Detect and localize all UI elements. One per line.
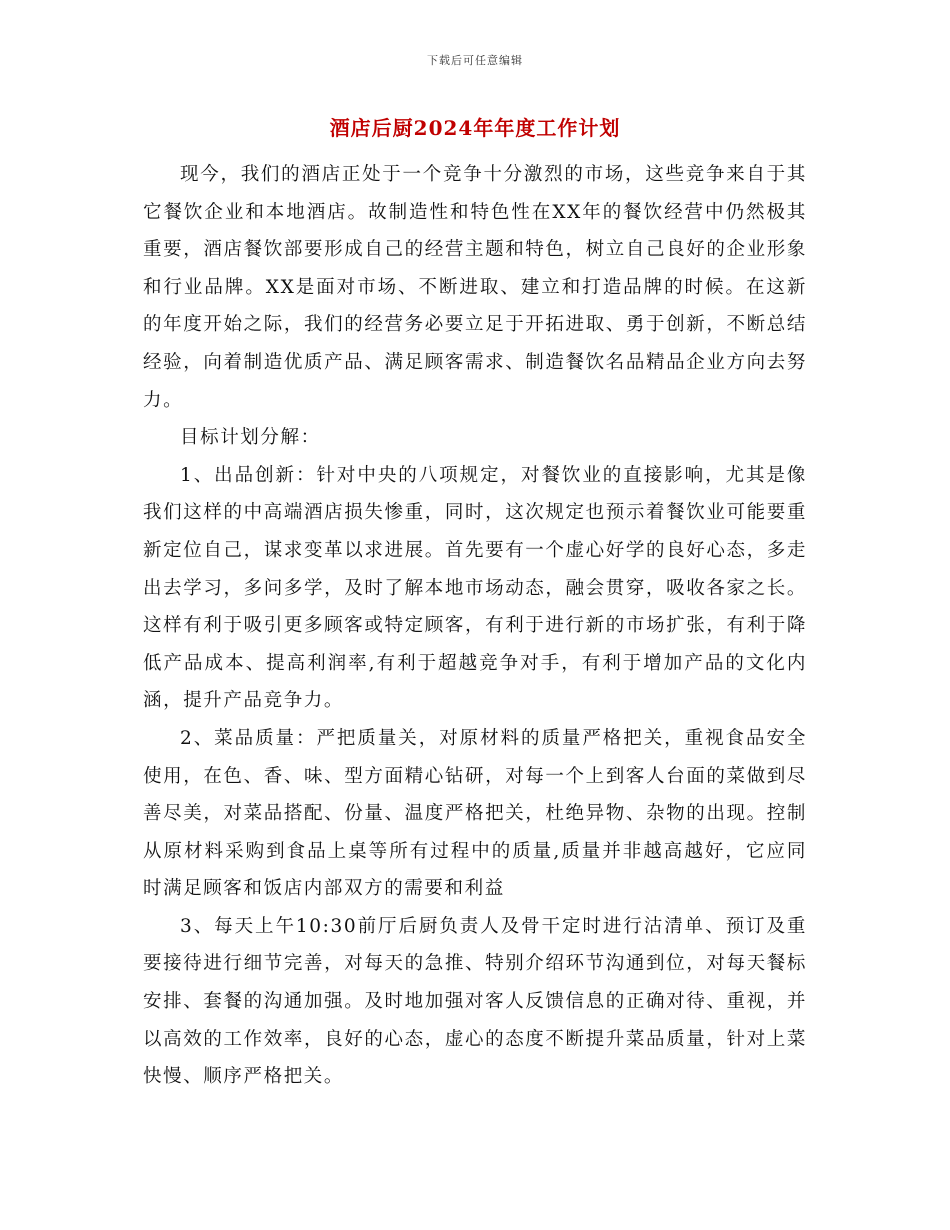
header-note: 下载后可任意编辑	[427, 54, 523, 67]
paragraph-item-2: 2、菜品质量：严把质量关，对原材料的质量严格把关，重视食品安全使用，在色、香、味、型方面精心钻研，对每一个上到客人台面的菜做到尽善尽美，对菜品搭配、份量、温度严格把关，杜绝异物、杂物的出现。控制从原材料采购到食品上桌等所有过程中的质量,质量并非越高越好，它应同时满足顾客和饭店内部双方的需要和利益	[143, 727, 807, 900]
paragraph-item-1: 1、出品创新：针对中央的八项规定，对餐饮业的直接影响，尤其是像我们这样的中高端酒店损失惨重，同时，这次规定也预示着餐饮业可能要重新定位自己，谋求变革以求进展。首先要有一个虚心好学的良好心态，多走出去学习，多问多学，及时了解本地市场动态，融会贯穿，吸收各家之长。这样有利于吸引更多顾客或特定顾客，有利于进行新的市场扩张，有利于降低产品成本、提高利润率,有利于超越竞争对手，有利于增加产品的文化内涵，提升产品竞争力。	[143, 464, 807, 712]
paragraph-item-3: 3、每天上午10:30前厅后厨负责人及骨干定时进行沽清单、预订及重要接待进行细节完善，对每天的急推、特别介绍环节沟通到位，对每天餐标安排、套餐的沟通加强。及时地加强对客人反馈信息的正确对待、重视，并以高效的工作效率，良好的心态，虚心的态度不断提升菜品质量，针对上菜快慢、顺序严格把关。	[143, 915, 807, 1088]
paragraph-goal-heading: 目标计划分解：	[180, 427, 321, 449]
document-body	[143, 156, 807, 1096]
document-title: 酒店后厨2024年年度工作计划	[329, 116, 621, 140]
paragraph-intro: 现今，我们的酒店正处于一个竞争十分激烈的市场，这些竞争来自于其它餐饮企业和本地酒店。故制造性和特色性在XX年的餐饮经营中仍然极其重要，酒店餐饮部要形成自己的经营主题和特色，树立自己良好的企业形象和行业品牌。XX是面对市场、不断进取、建立和打造品牌的时候。在这新的年度开始之际，我们的经营务必要立足于开拓进取、勇于创新，不断总结经验，向着制造优质产品、满足顾客需求、制造餐饮名品精品企业方向去努力。	[143, 164, 807, 411]
